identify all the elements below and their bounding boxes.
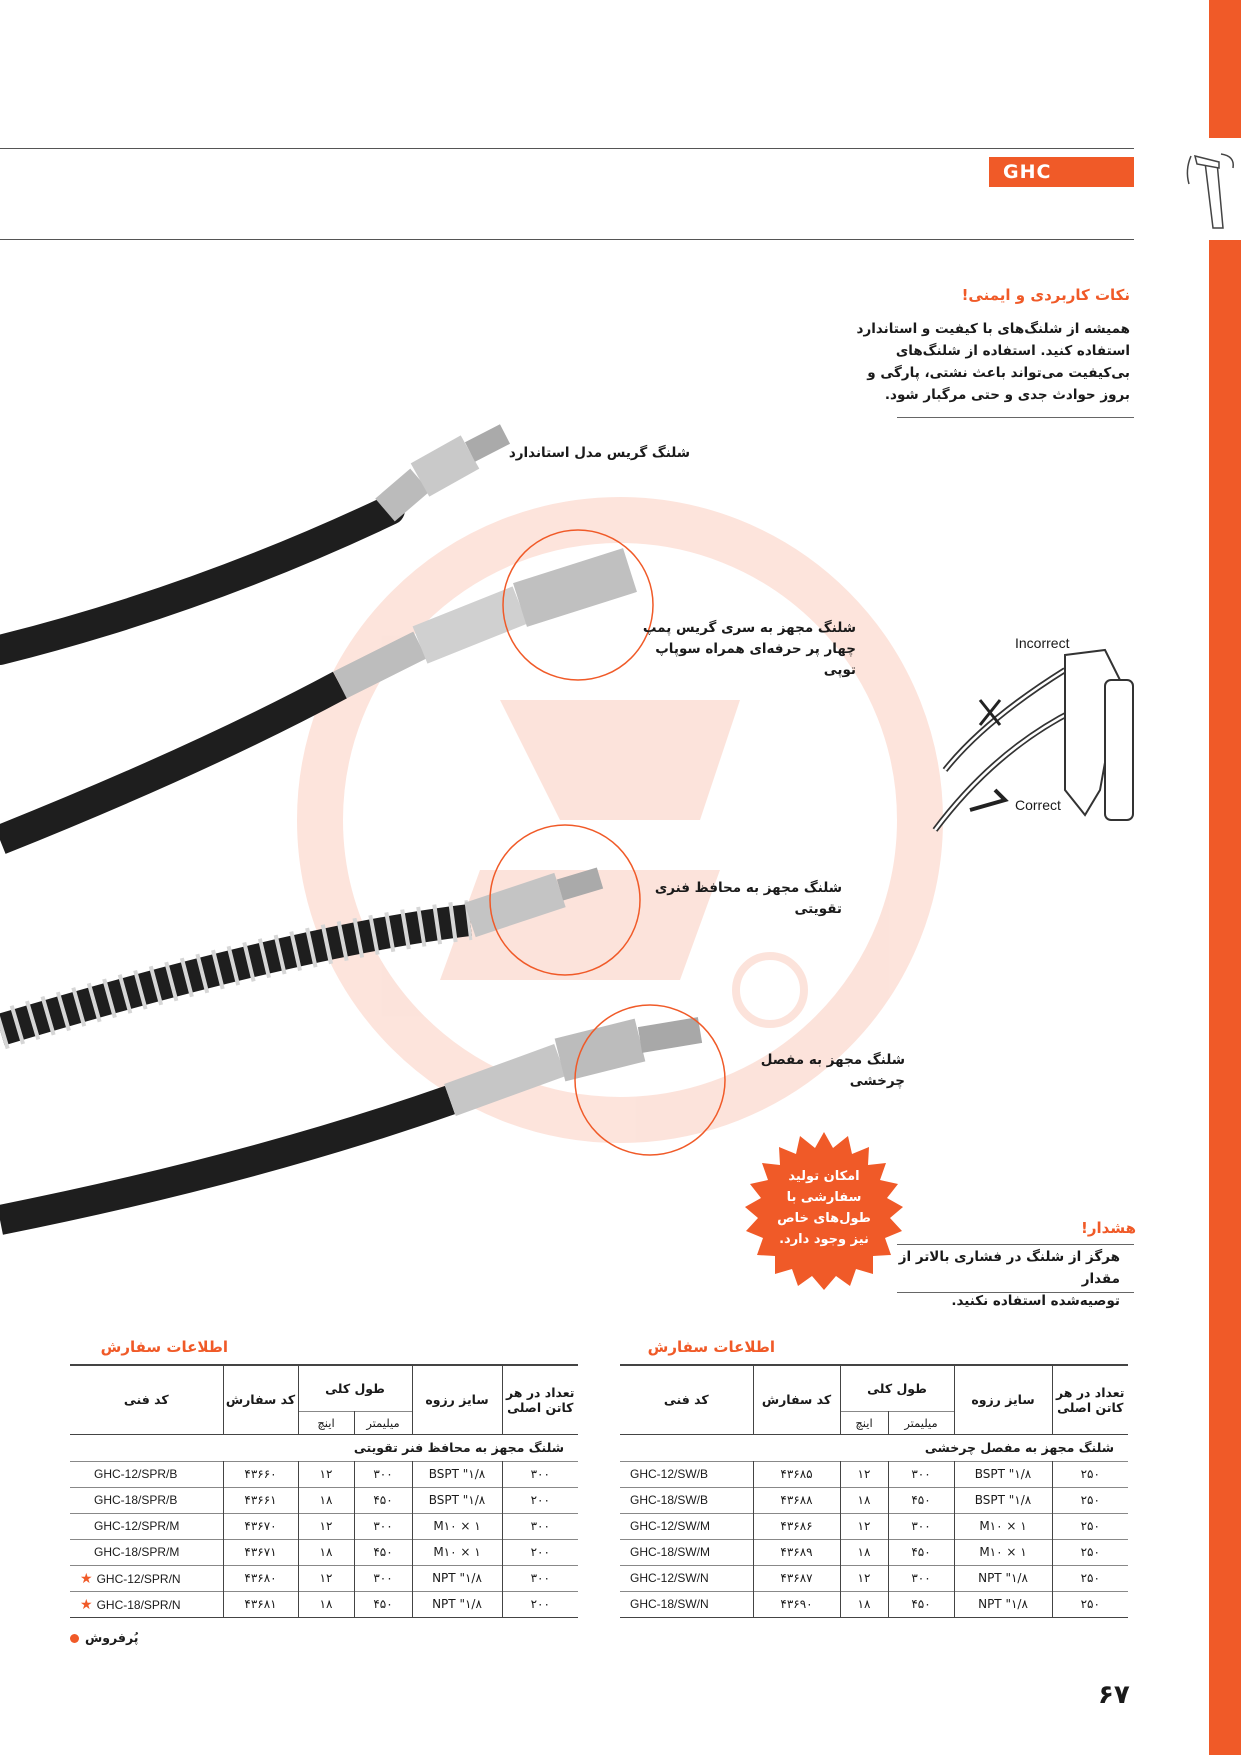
table-row	[70, 1539, 578, 1565]
cell-order: ۴۳۶۸۹	[753, 1539, 840, 1565]
cell-order: ۴۳۶۷۰	[223, 1513, 298, 1539]
table-row	[70, 1591, 578, 1617]
warning-line: هرگز از شلنگ در فشاری بالاتر از مقدار	[898, 1249, 1120, 1287]
cell-inch: ۱۲	[298, 1513, 354, 1539]
code-text: GHC-12/SPR/M	[94, 1519, 180, 1533]
table-row	[70, 1487, 578, 1513]
cell-qty: ۳۰۰	[502, 1565, 578, 1591]
cell-inch: ۱۲	[840, 1513, 888, 1539]
cell-thread: BSPT "۱/۸	[954, 1461, 1052, 1487]
order-info-title-right: اطلاعات سفارش	[647, 1338, 775, 1356]
cell-qty: ۲۵۰	[1052, 1487, 1128, 1513]
col-mm: میلیمتر	[888, 1411, 954, 1434]
incorrect-label: Incorrect	[1015, 635, 1070, 651]
col-qty: تعداد در هر کاتن اصلی	[1052, 1365, 1128, 1434]
tips-line: بی‌کیفیت می‌تواند باعث نشتی، پارگی و	[867, 365, 1130, 381]
col-length: طول کلی	[840, 1365, 954, 1411]
order-table-swivel	[620, 1364, 1128, 1618]
col-thread: سایز رزوه	[412, 1365, 502, 1434]
code-text: GHC-18/SPR/M	[94, 1545, 180, 1559]
cell-qty: ۲۰۰	[502, 1487, 578, 1513]
cell-qty: ۳۰۰	[502, 1513, 578, 1539]
cell-mm: ۴۵۰	[354, 1487, 412, 1513]
side-accent-bar	[1209, 0, 1241, 138]
col-order: کد سفارش	[223, 1365, 298, 1434]
cell-inch: ۱۸	[840, 1487, 888, 1513]
cell-qty: ۲۵۰	[1052, 1461, 1128, 1487]
cell-thread: M۱۰ × ۱	[954, 1539, 1052, 1565]
grease-gun-icon	[1183, 150, 1239, 232]
cell-code	[70, 1513, 223, 1539]
cell-thread: M۱۰ × ۱	[954, 1513, 1052, 1539]
cell-thread: NPT "۱/۸	[954, 1565, 1052, 1591]
table-row	[70, 1461, 578, 1487]
cell-inch: ۱۸	[298, 1539, 354, 1565]
cell-thread: BSPT "۱/۸	[412, 1461, 502, 1487]
cell-order: ۴۳۶۹۰	[753, 1591, 840, 1617]
table-row	[620, 1591, 1128, 1617]
cell-inch: ۱۲	[298, 1565, 354, 1591]
cell-inch: ۱۸	[840, 1539, 888, 1565]
cell-mm: ۳۰۰	[354, 1461, 412, 1487]
cell-order: ۴۳۶۸۰	[223, 1565, 298, 1591]
cell-qty: ۲۵۰	[1052, 1565, 1128, 1591]
col-mm: میلیمتر	[354, 1411, 412, 1434]
correct-label: Correct	[1015, 797, 1061, 813]
bestseller-legend-text: پُرفروش	[85, 1630, 139, 1645]
side-accent-bar-lower	[1209, 240, 1241, 1755]
callout-standard: شلنگ گریس مدل استاندارد	[508, 445, 690, 461]
table-row	[620, 1461, 1128, 1487]
cell-code: GHC-18/SW/B	[620, 1487, 753, 1513]
cell-qty: ۲۵۰	[1052, 1539, 1128, 1565]
cell-inch: ۱۲	[298, 1461, 354, 1487]
cell-mm: ۳۰۰	[888, 1565, 954, 1591]
custom-length-text	[762, 1166, 886, 1250]
custom-length-line: نیز وجود دارد.	[779, 1232, 869, 1247]
tips-title: نکات کاربردی و ایمنی!	[961, 286, 1130, 304]
cell-code	[70, 1487, 223, 1513]
bestseller-star-icon: ★	[80, 1569, 93, 1586]
callout-coupler	[630, 618, 856, 681]
tips-line: استفاده کنید. استفاده از شلنگ‌های	[895, 343, 1130, 359]
warning-line: توصیه‌شده استفاده نکنید.	[951, 1293, 1120, 1309]
callout-coupler-line: چهار پر حرفه‌ای همراه سوپاپ توپی	[655, 641, 856, 678]
custom-length-line: سفارشی با	[786, 1190, 862, 1205]
cell-inch: ۱۸	[298, 1487, 354, 1513]
cell-mm: ۴۵۰	[888, 1591, 954, 1617]
cell-code: GHC-12/SW/B	[620, 1461, 753, 1487]
col-length: طول کلی	[298, 1365, 412, 1411]
cell-mm: ۴۵۰	[888, 1487, 954, 1513]
page-number: ۶۷	[1098, 1680, 1130, 1710]
bestseller-dot-icon	[70, 1634, 79, 1643]
table-row	[70, 1565, 578, 1591]
cell-code	[70, 1565, 223, 1591]
warning-body	[880, 1246, 1120, 1312]
tips-line: همیشه از شلنگ‌های با کیفیت و استاندارد	[856, 321, 1130, 337]
code-text: GHC-12/SPR/B	[94, 1467, 178, 1481]
warning-title: هشدار!	[1081, 1219, 1136, 1237]
header-rule-top	[0, 148, 1134, 149]
cell-code	[70, 1539, 223, 1565]
code-text: GHC-18/SPR/B	[94, 1493, 178, 1507]
cell-thread: BSPT "۱/۸	[412, 1487, 502, 1513]
table-row	[620, 1487, 1128, 1513]
col-inch: اینچ	[840, 1411, 888, 1434]
table-group-label: شلنگ مجهز به محافظ فنر تقویتی	[70, 1434, 578, 1461]
cell-thread: ۱/۸" NPT	[412, 1565, 502, 1591]
table-row	[620, 1513, 1128, 1539]
bestseller-star-icon: ★	[80, 1595, 93, 1612]
cell-order: ۴۳۶۶۰	[223, 1461, 298, 1487]
code-text: GHC-12/SPR/N	[96, 1571, 181, 1586]
cell-code	[70, 1461, 223, 1487]
cell-code: GHC-12/SW/M	[620, 1513, 753, 1539]
warning-rule-top	[897, 1244, 1134, 1245]
bestseller-legend	[70, 1630, 138, 1645]
cell-order: ۴۳۶۸۶	[753, 1513, 840, 1539]
order-table-spring	[70, 1364, 578, 1618]
col-thread: سایز رزوه	[954, 1365, 1052, 1434]
cell-code: GHC-12/SW/N	[620, 1565, 753, 1591]
col-code: کد فنی	[70, 1365, 223, 1434]
callout-coupler-line: شلنگ مجهز به سری گریس پمپ	[642, 620, 856, 636]
cell-thread: NPT "۱/۸	[954, 1591, 1052, 1617]
cell-inch: ۱۲	[840, 1461, 888, 1487]
cell-qty: ۲۵۰	[1052, 1591, 1128, 1617]
col-code: کد فنی	[620, 1365, 753, 1434]
cell-code: GHC-18/SW/M	[620, 1539, 753, 1565]
cell-qty: ۲۵۰	[1052, 1513, 1128, 1539]
cell-order: ۴۳۶۷۱	[223, 1539, 298, 1565]
table-row	[620, 1539, 1128, 1565]
cell-thread: M۱۰ × ۱	[412, 1539, 502, 1565]
col-qty: تعداد در هر کاتن اصلی	[502, 1365, 578, 1434]
col-inch: اینچ	[298, 1411, 354, 1434]
cell-mm: ۴۵۰	[354, 1591, 412, 1617]
callout-spring: شلنگ مجهز به محافظ فنری تقویتی	[654, 880, 842, 917]
order-info-title-left: اطلاعات سفارش	[100, 1338, 228, 1356]
code-text: GHC-18/SPR/N	[96, 1597, 181, 1612]
custom-length-line: طول‌های خاص	[777, 1211, 871, 1226]
table-group-label: شلنگ مجهز به مفصل چرخشی	[620, 1434, 1128, 1461]
cell-order: ۴۳۶۸۷	[753, 1565, 840, 1591]
cell-qty: ۲۰۰	[502, 1539, 578, 1565]
cell-inch: ۱۸	[298, 1591, 354, 1617]
cell-mm: ۳۰۰	[354, 1513, 412, 1539]
cell-inch: ۱۲	[840, 1565, 888, 1591]
cell-mm: ۴۵۰	[354, 1539, 412, 1565]
table-row	[620, 1565, 1128, 1591]
callout-swivel: شلنگ مجهز به مفصل چرخشی	[760, 1052, 905, 1089]
warning-rule-bottom	[897, 1292, 1134, 1293]
header-rule-bottom	[0, 239, 1134, 240]
custom-length-line: امکان تولید	[788, 1169, 860, 1184]
tips-line: بروز حوادث جدی و حتی مرگبار شود.	[884, 387, 1130, 403]
cell-code	[70, 1591, 223, 1617]
cell-mm: ۴۵۰	[888, 1539, 954, 1565]
cell-mm: ۳۰۰	[354, 1565, 412, 1591]
cell-mm: ۳۰۰	[888, 1513, 954, 1539]
cell-qty: ۲۰۰	[502, 1591, 578, 1617]
cell-order: ۴۳۶۶۱	[223, 1487, 298, 1513]
series-badge: GHC	[989, 157, 1134, 187]
cell-thread: BSPT "۱/۸	[954, 1487, 1052, 1513]
cell-qty: ۳۰۰	[502, 1461, 578, 1487]
col-order: کد سفارش	[753, 1365, 840, 1434]
cell-code: GHC-18/SW/N	[620, 1591, 753, 1617]
cell-thread: ۱/۸" NPT	[412, 1591, 502, 1617]
cell-order: ۴۳۶۸۱	[223, 1591, 298, 1617]
cell-order: ۴۳۶۸۵	[753, 1461, 840, 1487]
tips-body	[850, 318, 1130, 406]
cell-mm: ۳۰۰	[888, 1461, 954, 1487]
cell-order: ۴۳۶۸۸	[753, 1487, 840, 1513]
cell-inch: ۱۸	[840, 1591, 888, 1617]
cell-thread: M۱۰ × ۱	[412, 1513, 502, 1539]
table-row	[70, 1513, 578, 1539]
